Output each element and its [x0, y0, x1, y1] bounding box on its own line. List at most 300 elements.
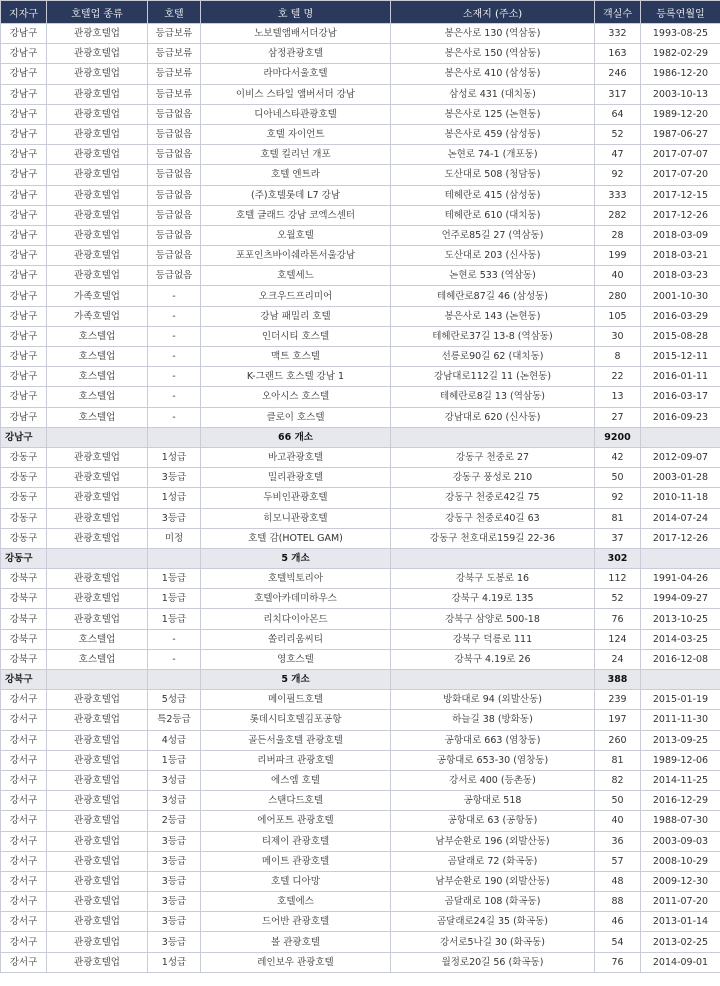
table-row: [1, 871, 720, 891]
table-row: [1, 225, 720, 245]
rooms-cell: 81: [595, 508, 641, 528]
table-row: [1, 710, 720, 730]
reg-date-cell: 2015-01-19: [641, 690, 720, 710]
reg-date-cell: 2016-03-29: [641, 306, 720, 326]
hotel-type-cell: 관광호텔업: [47, 952, 148, 972]
address-cell: 강동구 천중로 27: [391, 447, 595, 467]
address-cell: 강남대로112길 11 (논현동): [391, 367, 595, 387]
header-hotel-type: 호텔업 종류: [47, 1, 148, 24]
table-row: [1, 569, 720, 589]
table-row: [1, 124, 720, 144]
hotel-type-cell: 관광호텔업: [47, 750, 148, 770]
address-cell: 테헤란로 415 (삼성동): [391, 185, 595, 205]
hotel-name-cell: 호텔에스: [201, 892, 391, 912]
grade-cell: -: [148, 347, 201, 367]
hotel-name-cell: 에스엠 호텔: [201, 770, 391, 790]
hotel-type-cell: 관광호텔업: [47, 892, 148, 912]
subtotal-empty: [148, 548, 201, 568]
table-row: [1, 649, 720, 669]
district-cell: 강남구: [1, 306, 47, 326]
table-row: [1, 246, 720, 266]
hotel-type-cell: 관광호텔업: [47, 488, 148, 508]
district-cell: 강서구: [1, 952, 47, 972]
hotel-name-cell: 골든서울호텔 관광호텔: [201, 730, 391, 750]
address-cell: 강북구 삼양로 500-18: [391, 609, 595, 629]
reg-date-cell: 2016-12-29: [641, 791, 720, 811]
address-cell: 강동구 천중로42길 75: [391, 488, 595, 508]
rooms-cell: 42: [595, 447, 641, 467]
hotel-name-cell: 라마다서울호텔: [201, 64, 391, 84]
hotel-type-cell: 호스텔업: [47, 407, 148, 427]
table-row: [1, 266, 720, 286]
rooms-cell: 13: [595, 387, 641, 407]
table-row: [1, 165, 720, 185]
grade-cell: 3등급: [148, 892, 201, 912]
table-row: [1, 64, 720, 84]
rooms-cell: 81: [595, 750, 641, 770]
subtotal-empty: [47, 427, 148, 447]
district-cell: 강동구: [1, 447, 47, 467]
district-cell: 강북구: [1, 589, 47, 609]
hotel-type-cell: 관광호텔업: [47, 851, 148, 871]
hotel-name-cell: 호텔세느: [201, 266, 391, 286]
hotel-type-cell: 호스텔업: [47, 347, 148, 367]
address-cell: 테헤란로8길 13 (역삼동): [391, 387, 595, 407]
district-cell: 강남구: [1, 246, 47, 266]
address-cell: 강서로5나길 30 (화곡동): [391, 932, 595, 952]
subtotal-empty: [391, 670, 595, 690]
reg-date-cell: 2014-07-24: [641, 508, 720, 528]
reg-date-cell: 2012-09-07: [641, 447, 720, 467]
subtotal-empty: [148, 427, 201, 447]
address-cell: 봉은사로 143 (논현동): [391, 306, 595, 326]
rooms-cell: 333: [595, 185, 641, 205]
hotel-type-cell: 관광호텔업: [47, 912, 148, 932]
address-cell: 논현로 533 (역삼동): [391, 266, 595, 286]
grade-cell: 1등급: [148, 750, 201, 770]
reg-date-cell: 2013-01-14: [641, 912, 720, 932]
hotel-type-cell: 호스텔업: [47, 326, 148, 346]
hotel-name-cell: 스탠다드호텔: [201, 791, 391, 811]
address-cell: 선릉로90길 62 (대치동): [391, 347, 595, 367]
address-cell: 월정로20길 56 (화곡동): [391, 952, 595, 972]
hotel-name-cell: 밀리관광호텔: [201, 468, 391, 488]
address-cell: 강북구 덕릉로 111: [391, 629, 595, 649]
hotel-name-cell: 인더시티 호스텔: [201, 326, 391, 346]
reg-date-cell: 2017-12-15: [641, 185, 720, 205]
hotel-type-cell: 호스텔업: [47, 367, 148, 387]
hotel-name-cell: 메이트 관광호텔: [201, 851, 391, 871]
address-cell: 논현로 74-1 (개포동): [391, 145, 595, 165]
hotel-type-cell: 관광호텔업: [47, 104, 148, 124]
table-row: [1, 730, 720, 750]
grade-cell: -: [148, 629, 201, 649]
reg-date-cell: 1986-12-20: [641, 64, 720, 84]
table-row: [1, 205, 720, 225]
hotel-type-cell: 관광호텔업: [47, 84, 148, 104]
table-row: [1, 145, 720, 165]
hotel-name-cell: 맥트 호스텔: [201, 347, 391, 367]
district-cell: 강남구: [1, 165, 47, 185]
table-row: [1, 831, 720, 851]
district-cell: 강서구: [1, 750, 47, 770]
hotel-type-cell: 관광호텔업: [47, 791, 148, 811]
hotel-name-cell: 호텔 디아망: [201, 871, 391, 891]
rooms-cell: 105: [595, 306, 641, 326]
district-cell: 강서구: [1, 730, 47, 750]
grade-cell: 3등급: [148, 831, 201, 851]
rooms-cell: 22: [595, 367, 641, 387]
address-cell: 강남대로 620 (신사동): [391, 407, 595, 427]
hotel-name-cell: 삼정관광호텔: [201, 44, 391, 64]
grade-cell: 1등급: [148, 569, 201, 589]
hotel-name-cell: 에어포트 관광호텔: [201, 811, 391, 831]
hotel-type-cell: 관광호텔업: [47, 44, 148, 64]
district-cell: 강서구: [1, 690, 47, 710]
address-cell: 강동구 풍성로 210: [391, 468, 595, 488]
hotel-name-cell: 오크우드프리미어: [201, 286, 391, 306]
reg-date-cell: 2003-01-28: [641, 468, 720, 488]
rooms-cell: 24: [595, 649, 641, 669]
district-cell: 강남구: [1, 104, 47, 124]
reg-date-cell: 2008-10-29: [641, 851, 720, 871]
grade-cell: -: [148, 407, 201, 427]
rooms-cell: 52: [595, 124, 641, 144]
hotel-name-cell: 레인보우 관광호텔: [201, 952, 391, 972]
rooms-cell: 40: [595, 811, 641, 831]
rooms-cell: 50: [595, 468, 641, 488]
grade-cell: 등급없음: [148, 104, 201, 124]
grade-cell: 3등급: [148, 851, 201, 871]
address-cell: 테헤란로37길 13-8 (역삼동): [391, 326, 595, 346]
district-cell: 강북구: [1, 649, 47, 669]
reg-date-cell: 2016-12-08: [641, 649, 720, 669]
subtotal-rooms: 302: [595, 548, 641, 568]
hotel-name-cell: 히모니관광호텔: [201, 508, 391, 528]
table-row: [1, 488, 720, 508]
address-cell: 도산대로 203 (신사동): [391, 246, 595, 266]
table-row: [1, 629, 720, 649]
reg-date-cell: 2011-07-20: [641, 892, 720, 912]
rooms-cell: 28: [595, 225, 641, 245]
subtotal-district: 강남구: [1, 427, 47, 447]
table-row: [1, 791, 720, 811]
hotel-type-cell: 관광호텔업: [47, 165, 148, 185]
rooms-cell: 48: [595, 871, 641, 891]
hotel-name-cell: 롯데시티호텔김포공항: [201, 710, 391, 730]
reg-date-cell: 2013-09-25: [641, 730, 720, 750]
hotel-type-cell: 관광호텔업: [47, 589, 148, 609]
table-row: [1, 104, 720, 124]
reg-date-cell: 2001-10-30: [641, 286, 720, 306]
grade-cell: 1등급: [148, 589, 201, 609]
address-cell: 곰달래로 108 (화곡동): [391, 892, 595, 912]
grade-cell: 2등급: [148, 811, 201, 831]
reg-date-cell: 2013-10-25: [641, 609, 720, 629]
hotel-name-cell: 호텔아카데미하우스: [201, 589, 391, 609]
hotel-type-cell: 가족호텔업: [47, 306, 148, 326]
grade-cell: -: [148, 326, 201, 346]
table-row: [1, 24, 720, 44]
district-cell: 강남구: [1, 367, 47, 387]
address-cell: 도산대로 508 (청담동): [391, 165, 595, 185]
rooms-cell: 280: [595, 286, 641, 306]
header-rooms: 객실수: [595, 1, 641, 24]
district-cell: 강서구: [1, 851, 47, 871]
grade-cell: 5성급: [148, 690, 201, 710]
district-cell: 강서구: [1, 892, 47, 912]
grade-cell: 3등급: [148, 932, 201, 952]
hotel-type-cell: 호스텔업: [47, 629, 148, 649]
grade-cell: -: [148, 286, 201, 306]
rooms-cell: 36: [595, 831, 641, 851]
reg-date-cell: 2011-11-30: [641, 710, 720, 730]
rooms-cell: 82: [595, 770, 641, 790]
rooms-cell: 88: [595, 892, 641, 912]
rooms-cell: 112: [595, 569, 641, 589]
hotel-type-cell: 관광호텔업: [47, 811, 148, 831]
hotel-name-cell: 호텔 감(HOTEL GAM): [201, 528, 391, 548]
hotel-type-cell: 호스텔업: [47, 387, 148, 407]
subtotal-empty: [47, 670, 148, 690]
subtotal-empty: [641, 548, 720, 568]
hotel-name-cell: 메이필드호텔: [201, 690, 391, 710]
reg-date-cell: 2009-12-30: [641, 871, 720, 891]
rooms-cell: 37: [595, 528, 641, 548]
address-cell: 강북구 4.19로 135: [391, 589, 595, 609]
reg-date-cell: 2015-08-28: [641, 326, 720, 346]
address-cell: 남부순환로 196 (외발산동): [391, 831, 595, 851]
district-cell: 강남구: [1, 44, 47, 64]
table-row: [1, 447, 720, 467]
address-cell: 강동구 천중로40길 63: [391, 508, 595, 528]
district-cell: 강서구: [1, 912, 47, 932]
reg-date-cell: 2017-12-26: [641, 528, 720, 548]
address-cell: 강동구 천호대로159길 22-36: [391, 528, 595, 548]
reg-date-cell: 2013-02-25: [641, 932, 720, 952]
table-row: [1, 528, 720, 548]
reg-date-cell: 2014-09-01: [641, 952, 720, 972]
table-row: [1, 851, 720, 871]
subtotal-rooms: 388: [595, 670, 641, 690]
address-cell: 봉은사로 410 (삼성동): [391, 64, 595, 84]
hotel-name-cell: 리치다이아몬드: [201, 609, 391, 629]
grade-cell: 등급없음: [148, 124, 201, 144]
grade-cell: 미정: [148, 528, 201, 548]
district-cell: 강서구: [1, 791, 47, 811]
grade-cell: 1성급: [148, 952, 201, 972]
hotel-name-cell: K-그랜드 호스텔 강남 1: [201, 367, 391, 387]
rooms-cell: 52: [595, 589, 641, 609]
subtotal-rooms: 9200: [595, 427, 641, 447]
district-cell: 강서구: [1, 932, 47, 952]
hotel-name-cell: 강남 패밀리 호텔: [201, 306, 391, 326]
hotel-type-cell: 호스텔업: [47, 649, 148, 669]
grade-cell: 3등급: [148, 912, 201, 932]
hotel-name-cell: (주)호텔롯데 L7 강남: [201, 185, 391, 205]
table-row: [1, 84, 720, 104]
rooms-cell: 124: [595, 629, 641, 649]
grade-cell: 1성급: [148, 447, 201, 467]
rooms-cell: 239: [595, 690, 641, 710]
reg-date-cell: 2017-07-07: [641, 145, 720, 165]
header-hotel-name: 호 텔 명: [201, 1, 391, 24]
hotel-type-cell: 관광호텔업: [47, 730, 148, 750]
grade-cell: 3성급: [148, 791, 201, 811]
hotel-type-cell: 관광호텔업: [47, 205, 148, 225]
table-row: [1, 770, 720, 790]
reg-date-cell: 2010-11-18: [641, 488, 720, 508]
hotel-name-cell: 호텔 글래드 강남 코엑스센터: [201, 205, 391, 225]
address-cell: 테헤란로87길 46 (삼성동): [391, 286, 595, 306]
grade-cell: 3성급: [148, 770, 201, 790]
hotel-type-cell: 관광호텔업: [47, 468, 148, 488]
district-cell: 강동구: [1, 508, 47, 528]
address-cell: 봉은사로 459 (삼성동): [391, 124, 595, 144]
district-cell: 강남구: [1, 64, 47, 84]
hotel-name-cell: 디아네스타관광호텔: [201, 104, 391, 124]
district-cell: 강남구: [1, 124, 47, 144]
grade-cell: 등급없음: [148, 185, 201, 205]
reg-date-cell: 2018-03-21: [641, 246, 720, 266]
hotel-name-cell: 클로이 호스텔: [201, 407, 391, 427]
table-row: [1, 912, 720, 932]
district-cell: 강남구: [1, 387, 47, 407]
grade-cell: 등급보류: [148, 44, 201, 64]
address-cell: 공항대로 518: [391, 791, 595, 811]
reg-date-cell: 2003-09-03: [641, 831, 720, 851]
table-row: [1, 690, 720, 710]
table-row: [1, 468, 720, 488]
rooms-cell: 282: [595, 205, 641, 225]
rooms-cell: 197: [595, 710, 641, 730]
address-cell: 봉은사로 150 (역삼동): [391, 44, 595, 64]
address-cell: 공항대로 653-30 (염창동): [391, 750, 595, 770]
address-cell: 테헤란로 610 (대치동): [391, 205, 595, 225]
reg-date-cell: 1988-07-30: [641, 811, 720, 831]
district-cell: 강남구: [1, 407, 47, 427]
rooms-cell: 30: [595, 326, 641, 346]
subtotal-district: 강북구: [1, 670, 47, 690]
hotel-type-cell: 관광호텔업: [47, 609, 148, 629]
subtotal-empty: [641, 670, 720, 690]
address-cell: 공항대로 63 (공항동): [391, 811, 595, 831]
hotel-type-cell: 관광호텔업: [47, 569, 148, 589]
hotel-type-cell: 관광호텔업: [47, 246, 148, 266]
rooms-cell: 47: [595, 145, 641, 165]
hotel-type-cell: 관광호텔업: [47, 932, 148, 952]
hotel-name-cell: 호텔 엔트라: [201, 165, 391, 185]
grade-cell: 3등급: [148, 468, 201, 488]
header-district: 지자구: [1, 1, 47, 24]
hotel-type-cell: 관광호텔업: [47, 124, 148, 144]
district-cell: 강남구: [1, 145, 47, 165]
district-cell: 강남구: [1, 266, 47, 286]
district-cell: 강서구: [1, 831, 47, 851]
district-cell: 강남구: [1, 24, 47, 44]
hotel-name-cell: 오아시스 호스텔: [201, 387, 391, 407]
address-cell: 강북구 4.19로 26: [391, 649, 595, 669]
rooms-cell: 246: [595, 64, 641, 84]
hotel-name-cell: 호텔 킬리넌 개포: [201, 145, 391, 165]
district-cell: 강남구: [1, 205, 47, 225]
district-cell: 강북구: [1, 609, 47, 629]
address-cell: 남부순환로 190 (외발산동): [391, 871, 595, 891]
address-cell: 삼성로 431 (대치동): [391, 84, 595, 104]
grade-cell: -: [148, 649, 201, 669]
subtotal-row: [1, 548, 720, 568]
rooms-cell: 199: [595, 246, 641, 266]
grade-cell: 등급보류: [148, 64, 201, 84]
table-row: [1, 185, 720, 205]
rooms-cell: 92: [595, 488, 641, 508]
grade-cell: 등급보류: [148, 24, 201, 44]
district-cell: 강남구: [1, 185, 47, 205]
header-address: 소재지 (주소): [391, 1, 595, 24]
reg-date-cell: 1993-08-25: [641, 24, 720, 44]
address-cell: 방화대로 94 (외발산동): [391, 690, 595, 710]
grade-cell: 등급없음: [148, 225, 201, 245]
reg-date-cell: 1987-06-27: [641, 124, 720, 144]
hotel-name-cell: 쏠리리움씨티: [201, 629, 391, 649]
table-row: [1, 932, 720, 952]
address-cell: 언주로85길 27 (역삼동): [391, 225, 595, 245]
hotel-name-cell: 영호스텔: [201, 649, 391, 669]
table-row: [1, 326, 720, 346]
rooms-cell: 50: [595, 791, 641, 811]
table-row: [1, 306, 720, 326]
table-row: [1, 387, 720, 407]
district-cell: 강동구: [1, 488, 47, 508]
grade-cell: -: [148, 306, 201, 326]
grade-cell: 등급보류: [148, 84, 201, 104]
hotel-type-cell: 관광호텔업: [47, 770, 148, 790]
grade-cell: 4성급: [148, 730, 201, 750]
table-row: [1, 407, 720, 427]
rooms-cell: 163: [595, 44, 641, 64]
subtotal-district: 강동구: [1, 548, 47, 568]
address-cell: 곰달래로24길 35 (화곡동): [391, 912, 595, 932]
subtotal-empty: [47, 548, 148, 568]
district-cell: 강서구: [1, 770, 47, 790]
reg-date-cell: 2017-07-20: [641, 165, 720, 185]
grade-cell: 1등급: [148, 609, 201, 629]
hotel-name-cell: 바고관광호텔: [201, 447, 391, 467]
district-cell: 강남구: [1, 225, 47, 245]
table-row: [1, 508, 720, 528]
reg-date-cell: 2015-12-11: [641, 347, 720, 367]
subtotal-empty: [391, 427, 595, 447]
reg-date-cell: 2017-12-26: [641, 205, 720, 225]
subtotal-row: [1, 427, 720, 447]
grade-cell: 3등급: [148, 508, 201, 528]
district-cell: 강남구: [1, 84, 47, 104]
hotel-name-cell: 이비스 스타일 앰버서더 강남: [201, 84, 391, 104]
district-cell: 강동구: [1, 468, 47, 488]
hotel-type-cell: 관광호텔업: [47, 185, 148, 205]
subtotal-count: 5 개소: [201, 548, 391, 568]
subtotal-count: 66 개소: [201, 427, 391, 447]
hotel-name-cell: 호텔빅토리아: [201, 569, 391, 589]
district-cell: 강서구: [1, 811, 47, 831]
reg-date-cell: 2016-01-11: [641, 367, 720, 387]
hotel-type-cell: 관광호텔업: [47, 508, 148, 528]
hotel-name-cell: 노보텔앰배서더강남: [201, 24, 391, 44]
district-cell: 강남구: [1, 347, 47, 367]
table-row: [1, 892, 720, 912]
reg-date-cell: 2018-03-23: [641, 266, 720, 286]
hotel-name-cell: 오월호텔: [201, 225, 391, 245]
